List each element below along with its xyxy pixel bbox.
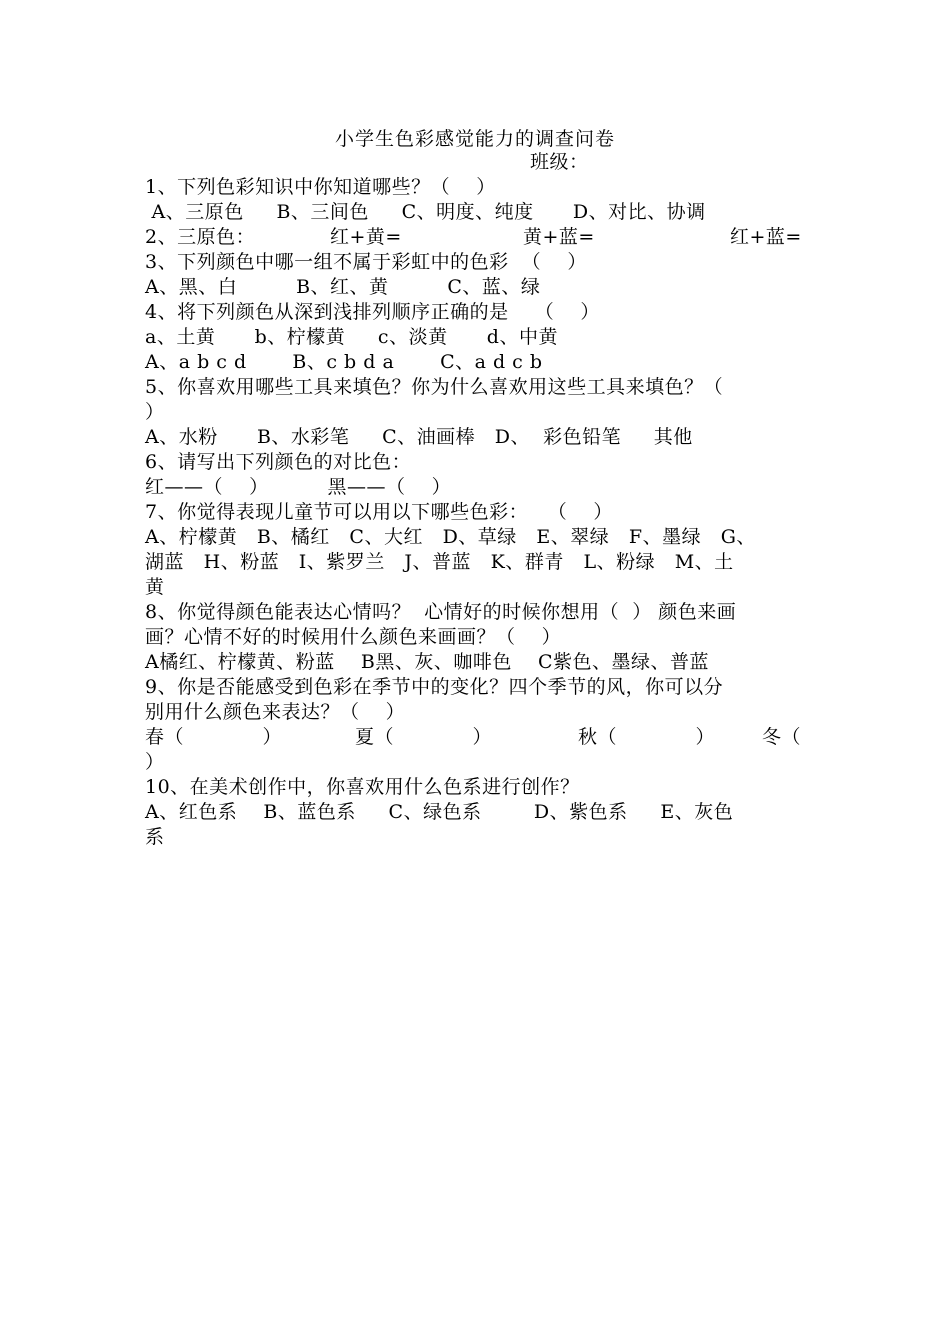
question-6: 6、请写出下列颜色的对比色： [145, 451, 412, 473]
question-2-red-yellow: 红+黄= [330, 226, 402, 248]
season-summer: 夏（ ） [355, 726, 492, 748]
question-5: 5、你喜欢用哪些工具来填色？你为什么喜欢用这些工具来填色？（ [145, 376, 724, 398]
question-9: 9、你是否能感受到色彩在季节中的变化？四个季节的风，你可以分 [145, 676, 724, 698]
question-1-options: A、三原色 B、三间色 C、明度、纯度 D、对比、协调 [145, 201, 706, 223]
question-8-cont: 画？心情不好的时候用什么颜色来画画？（ ） [145, 626, 562, 648]
question-10-options-cont: 系 [145, 826, 165, 848]
question-5-options: A、水粉 B、水彩笔 C、油画棒 D、 彩色铅笔 其他 [145, 426, 693, 448]
question-9-end: ） [145, 751, 165, 773]
question-8: 8、你觉得颜色能表达心情吗？ 心情好的时候你想用（ ） 颜色来画 [145, 601, 737, 623]
question-4-options: A、a b c d B、c b d a C、a d c b [145, 351, 543, 373]
question-10-options: A、红色系 B、蓝色系 C、绿色系 D、紫色系 E、灰色 [145, 801, 734, 823]
question-3-options: A、黑、白 B、红、黄 C、蓝、绿 [145, 276, 541, 298]
class-label: 班级： [530, 151, 589, 173]
question-4-items: a、土黄 b、柠檬黄 c、淡黄 d、中黄 [145, 326, 558, 348]
question-3: 3、下列颜色中哪一组不属于彩虹中的色彩 （ ） [145, 251, 587, 273]
question-2-yellow-blue: 黄+蓝= [523, 226, 595, 248]
question-7: 7、你觉得表现儿童节可以用以下哪些色彩： （ ） [145, 501, 613, 523]
question-1: 1、下列色彩知识中你知道哪些？（ ） [145, 176, 496, 198]
question-2-red-blue: 红+蓝= [730, 226, 802, 248]
question-8-options: A橘红、柠檬黄、粉蓝 B黑、灰、咖啡色 C紫色、墨绿、普蓝 [145, 651, 710, 673]
question-10: 10、在美术创作中，你喜欢用什么色系进行创作？ [145, 776, 580, 798]
question-7-options-1: A、柠檬黄 B、橘红 C、大红 D、草绿 E、翠绿 F、墨绿 G、 [145, 526, 756, 548]
question-6-options: 红——（ ） 黑——（ ） [145, 476, 452, 498]
question-9-cont: 别用什么颜色来表达？（ ） [145, 701, 406, 723]
page-title: 小学生色彩感觉能力的调查问卷 [334, 128, 615, 150]
question-2-label: 2、三原色： [145, 226, 256, 248]
question-4: 4、将下列颜色从深到浅排列顺序正确的是 （ ） [145, 301, 600, 323]
question-5-cont: ） [145, 401, 165, 423]
season-winter: 冬（ [762, 726, 802, 748]
question-7-options-3: 黄 [145, 576, 165, 598]
question-7-options-2: 湖蓝 H、粉蓝 I、紫罗兰 J、普蓝 K、群青 L、粉绿 M、土 [145, 551, 734, 573]
season-autumn: 秋（ ） [578, 726, 715, 748]
season-spring: 春（ ） [145, 726, 282, 748]
